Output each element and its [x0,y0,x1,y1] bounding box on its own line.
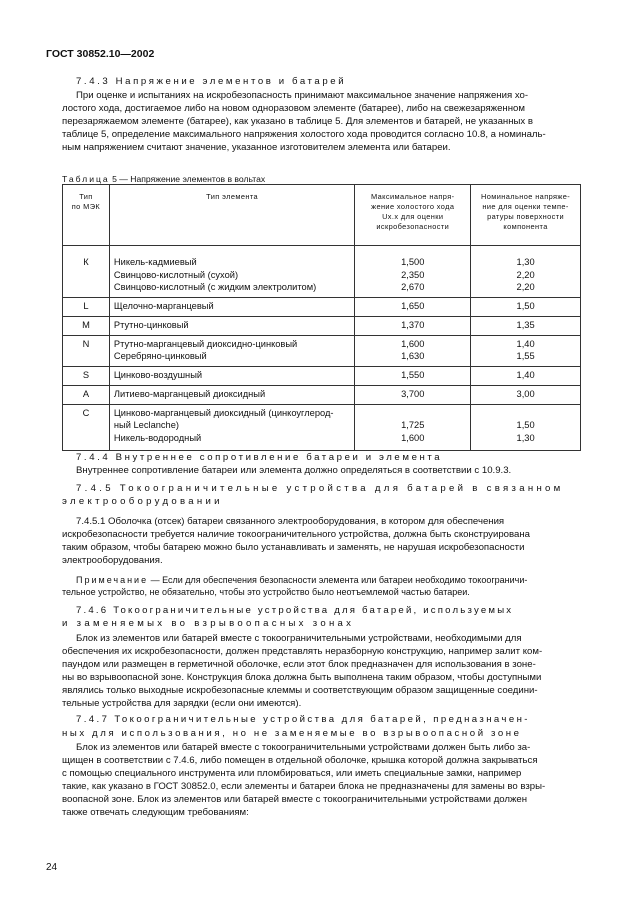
text-line: При оценке и испытаниях на искробезопасность принимают максимальное значение напряжения хо- [76,90,529,101]
text-line: таблице 5, определение максимального напряжения холостого хода проводится согласно 10.8, а номиналь- [62,129,546,140]
table-row: L Щелочно-марганцевый 1,650 1,50 [63,297,581,316]
section-746-title-cont: и заменяемых во взрывоопасных зонах [62,618,355,629]
text-line: перезаряжаемом элементе (батарее), как указано в таблице 5. Для элементов и батарей, не указанных в [62,116,533,127]
section-746-title: 7.4.6 Токоограничительные устройства для батарей, используемых [76,605,514,616]
text-line: щищен в соответствии с 7.4.6, либо помещен в отдельной оболочке, крышка которой должна закрываться [62,755,538,766]
th-nominal-voltage: Номинальное напряже- ние для оценки темпе- ратуры поверхности компонента [471,185,581,246]
document-header: ГОСТ 30852.10—2002 [46,48,155,60]
section-744-text: Внутреннее сопротивление батареи или элемента должно определяться в соответствии с 10.9.3. [76,465,512,476]
th-max-voltage: Максимальное напря- жение холостого хода Uх.х для оценки искробезопасности [355,185,471,246]
text-line: ны во взрывоопасной зоне. Конструкция блока должна быть выполнена таким образом, чтобы доступными [62,672,542,683]
table-row: А Литиево-марганцевый диоксидный 3,700 3,00 [63,385,581,404]
page-number: 24 [46,862,58,873]
text-line: паундом или размещен в герметичной оболочке, если этот блок предназначен для использования в зоне- [62,659,536,670]
table-row: С Цинково-марганцевый диоксидный (цинкоуглерод- ный Leclanche) Никель-водородный 1,725 1,600 1,50 1,30 [63,404,581,451]
section-745-title: 7.4.5 Токоограничительные устройства для батарей в связанном [76,483,564,494]
th-type-code: Тип по МЭК [63,185,110,246]
note: Примечание — Если для обеспечения безопасности элемента или батареи необходимо токоограничи- тельное устройство, не обязательно, чтобы это устройство было неотъемлемой частью батареи. [62,575,528,597]
text-line: Блок из элементов или батарей вместе с токоограничительными устройствами должен быть либо за- [76,742,531,753]
section-7451-body [62,515,580,567]
text-line: с помощью специального инструмента или пломбироваться, или иметь специальные замки, например [62,768,522,779]
section-743-title: 7.4.3 Напряжение элементов и батарей [76,76,347,87]
section-747-body [62,741,580,819]
text-line: 7.4.5.1 Оболочка (отсек) батареи связанного электрооборудования, в котором для обеспечения [76,516,505,527]
table-row: К Никель-кадмиевый Свинцово-кислотный (сухой) Свинцово-кислотный (с жидким электролитом) 1,500 2,350 2,670 1,30 2,20 2,20 [63,246,581,298]
section-743-body [62,89,580,154]
table-row: N Ртутно-марганцевый диоксидно-цинковый Серебряно-цинковый 1,600 1,630 1,40 1,55 [63,335,581,366]
text-line: такие, как указано в ГОСТ 30852.0, если элементы и батареи блока не предназначены для замены во взры- [62,781,546,792]
text-line: таким образом, чтобы батарею можно было устанавливать и заменять, не нарушая искробезопасности [62,542,525,553]
text-line: также отвечать следующим требованиям: [62,807,249,818]
text-line: являлись только выходные искробезопасные клеммы и соответствующим образом защищенные соедини- [62,685,538,696]
text-line: воопасной зоне. Блок из элементов или батарей вместе с токоограничительными устройствами должен [62,794,528,805]
table-caption: Таблица 5 — Напряжение элементов в вольтах [62,174,266,184]
text-line: лостого хода, достигаемое либо на новом одноразовом элементе (батарее), либо на свежезаряженном [62,103,525,114]
text-line: обеспечения их искробезопасности, должен представлять неразборную конструкцию, например залит ком- [62,646,543,657]
section-745-title-cont: электрооборудовании [62,496,223,507]
text-line: электрооборудования. [62,555,163,566]
text-line: Блок из элементов или батарей вместе с токоограничительными устройствами, необходимыми для [76,633,522,644]
voltage-table [62,184,581,451]
text-line: искробезопасности требуется наличие токоограничительного устройства, должна быть сконструирована [62,529,530,540]
table-row: М Ртутно-цинковый 1,370 1,35 [63,316,581,335]
section-746-body [62,632,580,710]
note-label: Примечание [76,575,149,585]
section-747-title-cont: ных для использования, но не заменяемые во взрывоопасной зоне [62,728,522,739]
section-747-title: 7.4.7 Токоограничительные устройства для батарей, предназначен- [76,714,530,725]
text-line: тельные устройства для зарядки (если они имеются). [62,698,302,709]
text-line: ным напряжением считают значение, указанное изготовителем элемента или батареи. [62,142,451,153]
section-744-title: 7.4.4 Внутреннее сопротивление батареи и элемента [76,452,443,463]
th-element-type: Тип элемента [109,185,354,246]
table-row: S Цинково-воздушный 1,550 1,40 [63,366,581,385]
